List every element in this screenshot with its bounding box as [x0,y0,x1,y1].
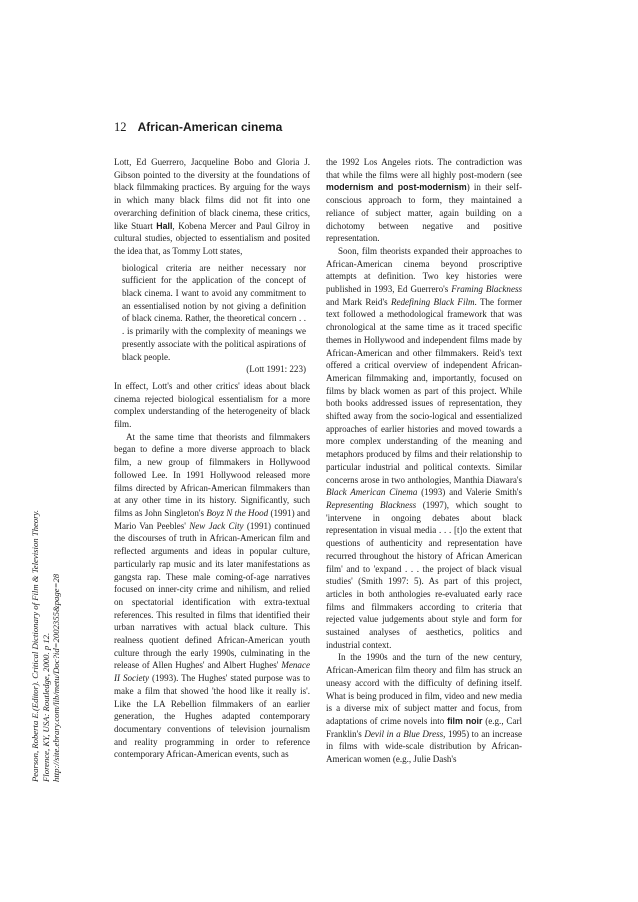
paragraph: the 1992 Los Angeles riots. The contradiction was that while the films were all highly post-modern (see modernism and post-modernism) in their self-conscious approach to form, they maintained a reliance of subject matter, again building on a dichotomy between negative and positive representation. [326,157,522,244]
running-header [114,120,282,135]
paragraph: At the same time that theorists and filmmakers began to define a more diverse approach to black film, a new group of filmmakers in Hollywood followed Lee. In 1991 Hollywood released more films directed by African-American filmmakers than at any other time in its history. Significantly, such films as John Singleton's Boyz N the Hood (1991) and Mario Van Peebles' New Jack City (1991) continued the discourses of truth in African-American film and reflected arguments and ideas in popular culture, particularly rap music and its later manifestations as gangsta rap. These male coming-of-age narratives focused on inner-city crime and nihilism, and relied on spectatorial identification with extra-textual references. This resulted in films that identified their urban narratives with actual black culture. This realness quotient defined African-American youth culture through the early 1990s, culminating in the release of Allen Hughes' and Albert Hughes' Menace II Society (1993). The Hughes' stated purpose was to make a film that showed 'the hood like it really is'. Like the LA Rebellion filmmakers of an earlier generation, the Hughes adapted contemporary documentary conventions of television journalism and reality programming in order to reference contemporary African-American events, such as [114,431,310,760]
running-title: African-American cinema [137,120,283,134]
quote-citation: (Lott 1991: 223) [246,364,306,375]
cross-reference-modernism: modernism and post-modernism [326,182,467,193]
block-quote: biological criteria are neither necessary nor sufficient for the application of the concept of black cinema. I want to avoid any commitment to an essentialised notion by not giving a definition of black cinema. Rather, the theoretical concern . . . is primarily with the complexity of meanings we presently associate with the political aspirations of black people. [122,262,306,362]
citation-url: http://site.ebrary.com/lib/metu/Doc?id=2002355&page=28 [51,573,61,782]
right-column [326,156,522,766]
paragraph: Lott, Ed Guerrero, Jacqueline Bobo and Gloria J. Gibson pointed to the diversity at the foundations of black filmmaking practices. By arguing for the ways in which many black films did not fit into one overarching definition of black cinema, these critics, like Stuart Hall, Kobena Mercer and Paul Gilroy in cultural studies, objected to essentialism and posited the idea that, as Tommy Lott states, [114,157,311,256]
citation-line: Pearson, Roberta E.(Editor). Critical Dictionary of Film & Television Theory. [30,509,40,782]
citation-line: Florence, KY, USA: Routledge, 2000. p 12. [40,632,51,782]
paragraph: In effect, Lott's and other critics' ideas about black cinema rejected biological essentialism for a more complex understanding of the heterogeneity of black film. [114,380,310,430]
source-citation-margin [30,182,62,782]
page-number: 12 [114,120,127,134]
cross-reference-hall: Hall [156,220,173,231]
cross-reference-film-noir: film noir [447,715,483,726]
paragraph: Soon, film theorists expanded their approaches to African-American cinema beyond proscriptive attempts at definition. Two key histories were published in 1993, Ed Guerrero's Framing Blackness and Mark Reid's Redefining Black Film. The former text followed a methodological framework that was chronological at the same time as it traced specific themes in Hollywood and independent films made by African-American and other filmmakers. Reid's text offered a critical overview of independent African-American filmmaking and, importantly, focused on films by black women as part of this project. While both books addressed issues of representation, they shifted away from the socio-logical and essentialized approaches of earlier histories and moved towards a more complex understanding of the meaning and metaphors produced by films and their relationship to particular industrial and political contexts. Similar concerns arose in two anthologies, Manthia Diawara's Black American Cinema (1993) and Valerie Smith's Representing Blackness (1997), which sought to 'intervene in ongoing debates about black representation in visual media . . . [t]o the extent that questions of authenticity and representation have recurred throughout the history of African American film' and to 'expand . . . the project of black visual studies' (Smith 1997: 5). As part of this project, articles in both anthologies re-evaluated early race films and filmmakers according to criteria that rejected value judgements about style and form for sustained analyses of aesthetics, politics and industrial context. [326,245,523,650]
left-column [114,156,310,761]
paragraph: In the 1990s and the turn of the new century, African-American film theory and film has struck an uneasy accord with the difficulty of defining itself. What is being produced in film, video and new media is a diverse mix of subject matter and focus, from adaptations of crime novels into film noir (e.g., Carl Franklin's Devil in a Blue Dress, 1995) to an increase in films with wide-scale distribution by African-American women (e.g., Julie Dash's [326,652,522,765]
